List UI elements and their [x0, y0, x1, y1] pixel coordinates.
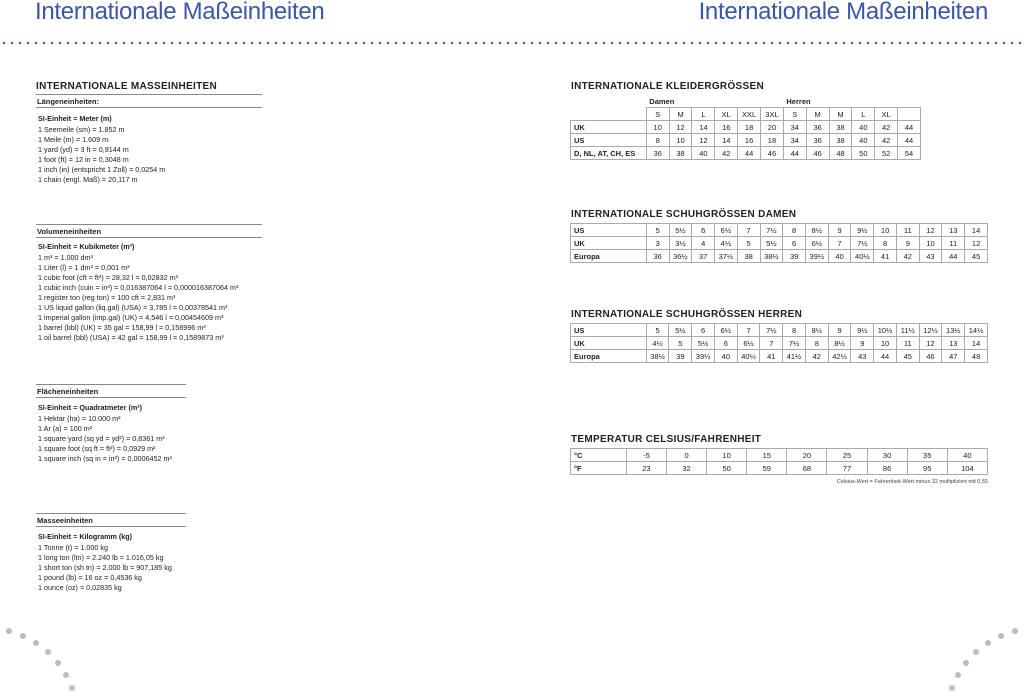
table-temperatur	[570, 448, 988, 475]
cell: 40	[852, 134, 875, 147]
unit-line: 1 chain (engl. Maß) = 20,117 m	[38, 175, 138, 184]
size-header: M	[669, 108, 692, 121]
cell: 8	[783, 224, 806, 237]
cell: 38½	[646, 350, 669, 363]
table-kleidergroessen	[570, 95, 921, 160]
cell: 48	[829, 147, 852, 160]
cell: 3	[646, 237, 669, 250]
table-row	[571, 237, 988, 250]
row-label: °C	[571, 449, 627, 462]
cell: 10	[919, 237, 942, 250]
table-row	[571, 134, 921, 147]
subheader-label: Längeneinheiten:	[37, 97, 100, 106]
cell: 15	[747, 449, 787, 462]
table-row	[571, 224, 988, 237]
unit-line: 1 cubic inch (cuin = in³) = 0,016387064 l = 0,000016387064 m³	[38, 283, 239, 292]
cell: 42	[805, 350, 828, 363]
cell: 16	[715, 121, 738, 134]
dot	[955, 672, 961, 678]
cell: 43	[851, 350, 874, 363]
subheader-label: Masseeinheiten	[37, 516, 93, 525]
unit-line: 1 oil barrel (bbl) (USA) = 42 gal = 158,99 l = 0,1589873 m³	[38, 333, 224, 342]
cell: 36½	[669, 250, 692, 263]
size-header: L	[852, 108, 875, 121]
cell: 18	[761, 134, 784, 147]
cell: 10½	[874, 324, 897, 337]
table-row	[571, 250, 988, 263]
cell: 4½	[715, 237, 738, 250]
cell: 7½	[760, 224, 783, 237]
unit-line: 1 Ar (a) = 100 m²	[38, 424, 93, 433]
cell: 25	[827, 449, 867, 462]
table-row	[571, 324, 988, 337]
cell: 5½	[692, 337, 715, 350]
size-header: S	[783, 108, 806, 121]
table-row	[571, 462, 988, 475]
cell: 44	[874, 350, 897, 363]
cell: 46	[919, 350, 942, 363]
cell: 45	[965, 250, 988, 263]
cell: 40	[692, 147, 715, 160]
row-label: UK	[571, 121, 647, 134]
unit-line: 1 yard (yd) = 3 ft = 0,9144 m	[38, 145, 129, 154]
cell: 39	[783, 250, 806, 263]
cell: 48	[965, 350, 988, 363]
row-label: Europa	[571, 350, 647, 363]
unit-line: 1 m³ = 1.000 dm³	[38, 253, 93, 262]
cell: 44	[942, 250, 965, 263]
dot	[63, 672, 69, 678]
cell: 34	[783, 121, 806, 134]
cell: 40	[852, 121, 875, 134]
row-label: UK	[571, 237, 647, 250]
section-title-schuh-herren: INTERNATIONALE SCHUHGRÖSSEN HERREN	[571, 309, 803, 320]
unit-line: 1 barrel (bbl) (UK) = 35 gal = 158,99 l = 0,158996 m³	[38, 323, 206, 332]
cell: 50	[852, 147, 875, 160]
cell: 38	[829, 134, 852, 147]
cell: 32	[667, 462, 707, 475]
unit-line: 1 inch (in) (entspricht 1 Zoll) = 0,0254 m	[38, 165, 166, 174]
dot	[1012, 628, 1018, 634]
cell: 12	[919, 224, 942, 237]
cell: 13½	[942, 324, 965, 337]
cell: 5	[669, 337, 692, 350]
dot	[55, 660, 61, 666]
cell: 8½	[805, 224, 828, 237]
subheader-laenge	[36, 94, 262, 108]
si-unit: SI-Einheit = Kilogramm (kg)	[38, 532, 133, 541]
table-row	[571, 108, 921, 121]
cell: 77	[827, 462, 867, 475]
cell: 12	[692, 134, 715, 147]
table-row	[571, 147, 921, 160]
section-title-temperatur: TEMPERATUR CELSIUS/FAHRENHEIT	[571, 434, 762, 445]
cell: 4½	[646, 337, 669, 350]
table-schuh-damen	[570, 223, 988, 263]
row-label: UK	[571, 337, 647, 350]
cell: 36	[806, 121, 829, 134]
cell: 14	[965, 224, 988, 237]
size-header: M	[806, 108, 829, 121]
cell: 52	[875, 147, 898, 160]
size-header: S	[646, 108, 669, 121]
cell: 8	[874, 237, 897, 250]
cell: 23	[626, 462, 666, 475]
cell: 40	[947, 449, 987, 462]
dotted-divider	[0, 41, 1024, 45]
cell: 44	[898, 121, 921, 134]
cell: 12	[919, 337, 942, 350]
cell: 6½	[805, 237, 828, 250]
cell: 11	[896, 224, 919, 237]
cell: 11½	[896, 324, 919, 337]
cell: 38	[669, 147, 692, 160]
si-unit: SI-Einheit = Quadratmeter (m²)	[38, 403, 143, 412]
cell: 44	[898, 134, 921, 147]
cell: 37	[692, 250, 715, 263]
table-schuh-herren	[570, 323, 988, 363]
cell: 5	[646, 224, 669, 237]
cell: 36	[806, 134, 829, 147]
row-label: Europa	[571, 250, 647, 263]
unit-line: 1 square yard (sq yd = yd²) = 0,8361 m²	[38, 434, 165, 443]
row-label: °F	[571, 462, 627, 475]
cell: 12	[965, 237, 988, 250]
size-header: XL	[715, 108, 738, 121]
cell: 43	[919, 250, 942, 263]
cell: 6	[783, 237, 806, 250]
cell: 20	[787, 449, 827, 462]
section-title-masseinheiten: INTERNATIONALE MASSEINHEITEN	[36, 81, 217, 92]
cell: 37½	[715, 250, 738, 263]
size-header: XXL	[738, 108, 761, 121]
dot	[963, 660, 969, 666]
unit-block-laenge	[38, 114, 165, 185]
temperature-note: Celsius-Wert = Fahrenheit-Wert minus 32 multipliziert mit 0,55	[836, 479, 988, 485]
cell: 38	[829, 121, 852, 134]
cell: 10	[874, 337, 897, 350]
cell: 42	[875, 121, 898, 134]
size-header: XL	[875, 108, 898, 121]
unit-line: 1 ounce (oz) = 0,02835 kg	[38, 583, 122, 592]
unit-line: 1 Liter (l) = 1 dm³ = 0,001 m³	[38, 263, 130, 272]
cell: 6½	[715, 224, 738, 237]
unit-line: 1 long ton (ltn) = 2.240 lb = 1.016,05 kg	[38, 553, 164, 562]
page-title-right: Internationale Maßeinheiten	[698, 0, 988, 25]
row-label: D, NL, AT, CH, ES	[571, 147, 647, 160]
cell: -5	[626, 449, 666, 462]
cell: 7	[828, 237, 851, 250]
cell: 35	[907, 449, 947, 462]
cell: 40½	[851, 250, 874, 263]
unit-line: 1 square foot (sq ft = ft²) = 0,0929 m²	[38, 444, 156, 453]
dot	[33, 640, 39, 646]
cell: 5½	[760, 237, 783, 250]
cell: 5	[646, 324, 669, 337]
cell: 30	[867, 449, 907, 462]
cell: 8	[805, 337, 828, 350]
cell: 5½	[669, 224, 692, 237]
unit-line: 1 pound (lb) = 16 oz = 0,4536 kg	[38, 573, 142, 582]
unit-line: 1 register ton (reg ton) = 100 cft = 2,831 m³	[38, 293, 176, 302]
cell: 8½	[828, 337, 851, 350]
cell: 14	[692, 121, 715, 134]
cell: 3½	[669, 237, 692, 250]
cell: 7	[737, 224, 760, 237]
table-row	[571, 121, 921, 134]
cell: 20	[761, 121, 784, 134]
cell: 40½	[737, 350, 760, 363]
unit-line: 1 Hektar (ha) = 10.000 m²	[38, 414, 121, 423]
dot	[20, 633, 26, 639]
cell: 46	[761, 147, 784, 160]
section-title-kleider: INTERNATIONALE KLEIDERGRÖSSEN	[571, 81, 764, 92]
table-row	[571, 350, 988, 363]
dot	[998, 633, 1004, 639]
cell: 38	[737, 250, 760, 263]
cell: 0	[667, 449, 707, 462]
cell: 41½	[783, 350, 806, 363]
cell: 6	[692, 224, 715, 237]
size-header: M	[829, 108, 852, 121]
section-title-schuh-damen: INTERNATIONALE SCHUHGRÖSSEN DAMEN	[571, 209, 797, 220]
cell: 13	[942, 337, 965, 350]
cell: 47	[942, 350, 965, 363]
size-header: 3XL	[761, 108, 784, 121]
cell: 41	[760, 350, 783, 363]
cell: 6½	[737, 337, 760, 350]
unit-line: 1 square inch (sq in = in²) = 0,0006452 m²	[38, 454, 172, 463]
cell: 39½	[692, 350, 715, 363]
dot	[973, 649, 979, 655]
cell: 36	[646, 250, 669, 263]
unit-line: 1 imperial gallon (imp.gal) (UK) = 4,546 l = 0,00454609 m³	[38, 313, 224, 322]
cell: 7½	[783, 337, 806, 350]
cell: 18	[738, 121, 761, 134]
cell: 9	[851, 337, 874, 350]
cell: 7	[737, 324, 760, 337]
unit-line: 1 Tonne (t) = 1.000 kg	[38, 543, 108, 552]
cell: 42½	[828, 350, 851, 363]
row-label: US	[571, 134, 647, 147]
page-title-left: Internationale Maßeinheiten	[35, 0, 325, 25]
cell: 6	[692, 324, 715, 337]
dot	[45, 649, 51, 655]
cell: 68	[787, 462, 827, 475]
cell: 40	[714, 350, 737, 363]
row-label: US	[571, 324, 647, 337]
cell: 54	[898, 147, 921, 160]
unit-line: 1 Seemeile (sm) = 1.852 m	[38, 125, 125, 134]
cell: 50	[707, 462, 747, 475]
cell: 34	[783, 134, 806, 147]
cell: 14	[715, 134, 738, 147]
unit-line: 1 US liquid gallon (liq.gal) (USA) = 3,785 l = 0,00378541 m³	[38, 303, 228, 312]
cell: 10	[874, 224, 897, 237]
dot	[69, 685, 75, 691]
cell: 14	[965, 337, 988, 350]
unit-block-masse	[38, 532, 172, 593]
cell: 12½	[919, 324, 942, 337]
cell: 42	[896, 250, 919, 263]
cell: 39	[669, 350, 692, 363]
size-header-empty	[898, 108, 921, 121]
subheader-volumen	[36, 224, 262, 238]
cell: 6	[714, 337, 737, 350]
subheader-flaeche	[36, 384, 186, 398]
cell: 11	[896, 337, 919, 350]
unit-block-flaeche	[38, 403, 172, 464]
cell: 13	[942, 224, 965, 237]
table-row	[571, 95, 921, 108]
cell: 38½	[760, 250, 783, 263]
cell: 59	[747, 462, 787, 475]
unit-block-volumen	[38, 242, 238, 343]
cell: 11	[942, 237, 965, 250]
cell: 40	[828, 250, 851, 263]
group-damen: Damen	[649, 96, 675, 106]
table-row	[571, 449, 988, 462]
dot	[985, 640, 991, 646]
cell: 12	[669, 121, 692, 134]
cell: 8	[783, 324, 806, 337]
cell: 42	[715, 147, 738, 160]
cell: 86	[867, 462, 907, 475]
unit-line: 1 short ton (sh tn) = 2.000 lb = 907,185 kg	[38, 563, 172, 572]
cell: 44	[783, 147, 806, 160]
group-herren: Herren	[786, 96, 811, 106]
subheader-label: Flächeneinheiten	[37, 387, 99, 396]
cell: 9	[828, 324, 851, 337]
dot	[6, 628, 12, 634]
subheader-label: Volumeneinheiten	[37, 227, 102, 236]
cell: 36	[646, 147, 669, 160]
cell: 44	[738, 147, 761, 160]
si-unit: SI-Einheit = Kubikmeter (m³)	[38, 242, 135, 251]
cell: 10	[669, 134, 692, 147]
subheader-masse	[36, 513, 186, 527]
cell: 41	[874, 250, 897, 263]
cell: 16	[738, 134, 761, 147]
cell: 104	[947, 462, 987, 475]
cell: 8½	[805, 324, 828, 337]
cell: 4	[692, 237, 715, 250]
unit-line: 1 foot (ft) = 12 in = 0,3048 m	[38, 155, 129, 164]
cell: 95	[907, 462, 947, 475]
cell: 10	[646, 121, 669, 134]
cell: 14½	[965, 324, 988, 337]
cell: 7	[760, 337, 783, 350]
cell: 46	[806, 147, 829, 160]
cell: 45	[896, 350, 919, 363]
cell: 7½	[760, 324, 783, 337]
cell: 42	[875, 134, 898, 147]
cell: 5	[737, 237, 760, 250]
cell: 9	[896, 237, 919, 250]
cell: 7½	[851, 237, 874, 250]
cell: 9½	[851, 324, 874, 337]
dot	[949, 685, 955, 691]
unit-line: 1 cubic foot (cft = ft³) = 28,32 l = 0,02832 m³	[38, 273, 179, 282]
cell: 5½	[669, 324, 692, 337]
cell: 6½	[714, 324, 737, 337]
size-header: L	[692, 108, 715, 121]
cell: 9	[828, 224, 851, 237]
table-row	[571, 337, 988, 350]
cell: 9½	[851, 224, 874, 237]
cell: 10	[707, 449, 747, 462]
cell: 8	[646, 134, 669, 147]
row-label: US	[571, 224, 647, 237]
si-unit: SI-Einheit = Meter (m)	[38, 114, 112, 123]
cell: 39½	[805, 250, 828, 263]
unit-line: 1 Meile (m) = 1.609 m	[38, 135, 109, 144]
